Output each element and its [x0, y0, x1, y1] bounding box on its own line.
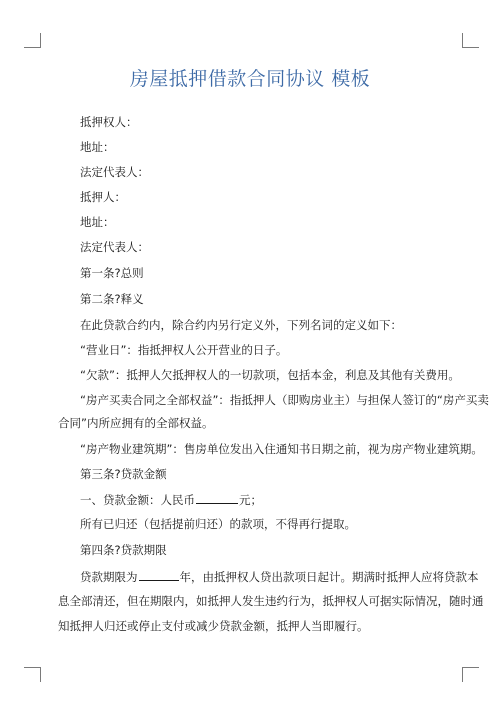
- loan-term-line-3: 知抵押人归还或停止支付或减少贷款金额，抵押人当即履行。: [58, 619, 369, 633]
- mortgagor-label: 抵押人：: [80, 190, 126, 204]
- definition-business-day: “营业日”：指抵押权人公开营业的日子。: [80, 343, 288, 357]
- loan-amount-line: [80, 492, 262, 508]
- definition-completion-period: “房产物业建筑期”：售房单位发出入住通知书日期之前，视为房产物业建筑期。: [80, 442, 483, 456]
- article-3-heading: 第三条?贷款金额: [80, 467, 167, 481]
- mortgagor-rep-label: 法定代表人：: [80, 240, 149, 254]
- mortgagee-label: 抵押权人：: [80, 115, 138, 129]
- loan-amount-suffix: 元；: [239, 493, 262, 507]
- document-title: 房屋抵押借款合同协议 模板: [129, 68, 371, 90]
- loan-amount-prefix: 一、贷款金额：人民币: [80, 493, 195, 507]
- definition-debt: “欠款”：抵押人欠抵押权人的一切款项，包括本金，利息及其他有关费用。: [80, 368, 460, 382]
- mortgagor-address-label: 地址：: [80, 215, 115, 229]
- loan-term-blank[interactable]: [139, 569, 179, 581]
- article-4-heading: 第四条?贷款期限: [80, 543, 167, 557]
- article-1-heading: 第一条?总则: [80, 266, 144, 280]
- article-2-heading: 第二条?释义: [80, 292, 144, 306]
- mortgagee-rep-label: 法定代表人：: [80, 165, 149, 179]
- loan-term-suffix: 年，由抵押权人贷出款项日起计。期满时抵押人应将贷款本: [179, 570, 479, 584]
- definition-rights-line-2: 合同”内所应拥有的全部权益。: [58, 416, 214, 430]
- corner-mark-bottom-left: [24, 667, 41, 682]
- corner-mark-top-right: [462, 33, 479, 48]
- corner-mark-top-left: [24, 33, 41, 48]
- definition-rights-line-1: “房产买卖合同之全部权益”：指抵押人（即购房业主）与担保人签订的“房产买卖: [80, 393, 489, 407]
- loan-term-line-1: [80, 569, 479, 585]
- loan-amount-blank[interactable]: [196, 492, 238, 504]
- loan-term-line-2: 息全部清还，但在期限内，如抵押人发生违约行为，抵押权人可据实际情况，随时通: [58, 594, 484, 608]
- corner-mark-bottom-right: [462, 667, 479, 682]
- mortgagee-address-label: 地址：: [80, 140, 115, 154]
- repaid-funds-note: 所有已归还（包括提前归还）的款项，不得再行提取。: [80, 517, 356, 531]
- loan-term-prefix: 贷款期限为: [80, 570, 138, 584]
- definitions-intro: 在此贷款合约内，除合约内另行定义外，下列名词的定义如下：: [80, 318, 402, 332]
